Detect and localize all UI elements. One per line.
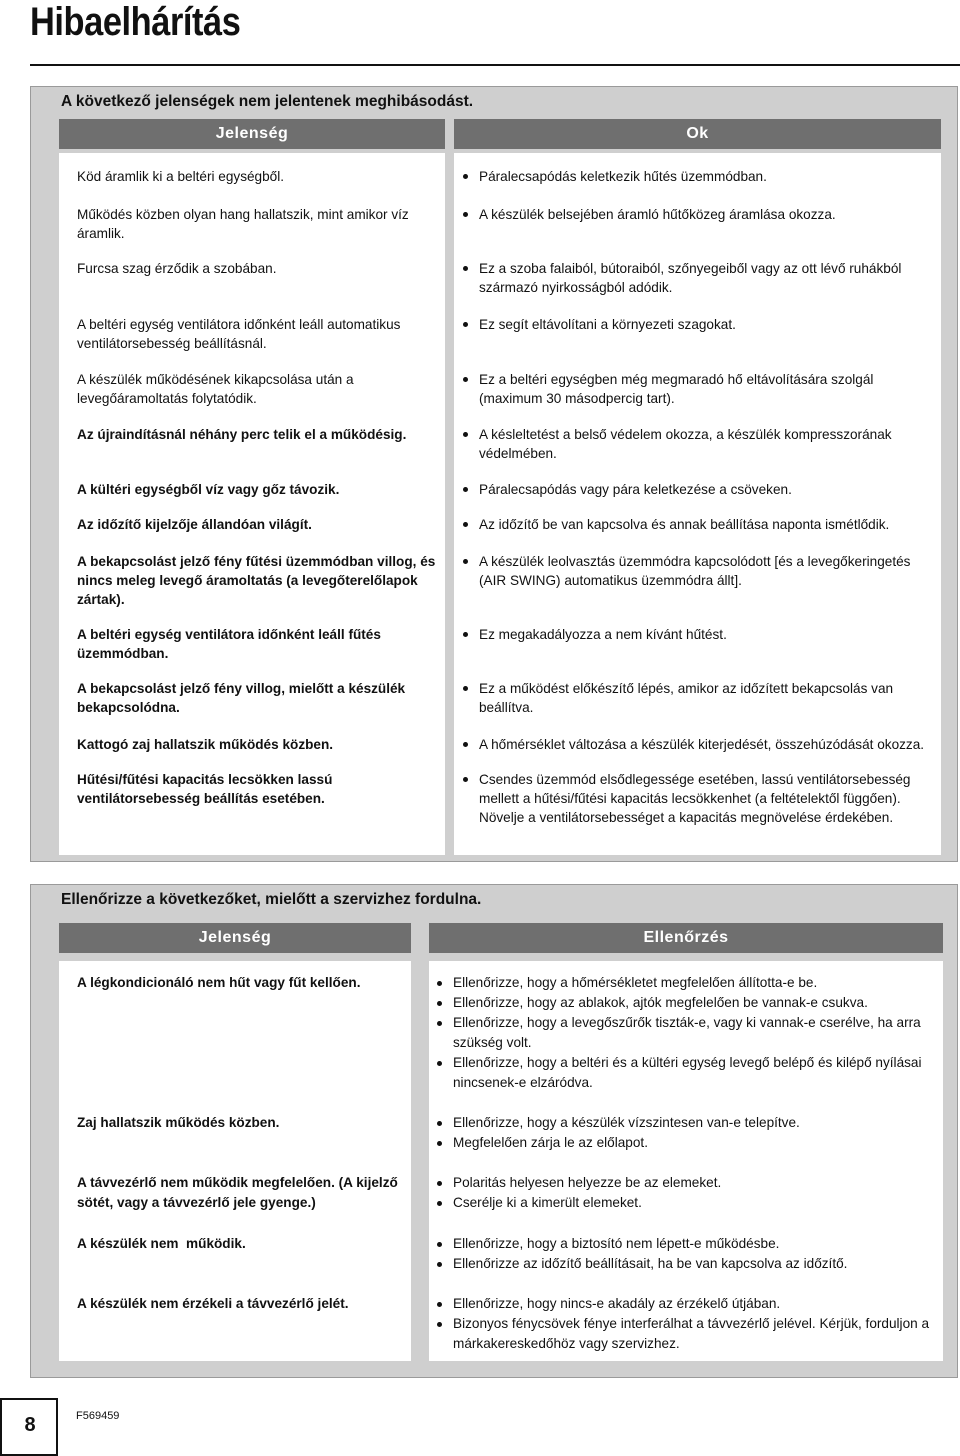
- check-item: Ellenőrizze, hogy a beltéri és a kültéri egység levegő belépő és kilépő nyílásai nincsenek-e elzáródva.: [433, 1053, 933, 1093]
- page-title: Hibaelhárítás: [30, 0, 241, 44]
- cause-text: A hőmérséklet változása a készülék kiterjedését, összehúzódását okozza.: [461, 735, 931, 754]
- check-item: Ellenőrizze, hogy nincs-e akadály az érzékelő útjában.: [433, 1294, 933, 1314]
- check-list: [433, 1294, 933, 1354]
- symptom-text: A készülék nem érzékeli a távvezérlő jelét.: [77, 1296, 349, 1311]
- section-not-malfunctions: [30, 86, 958, 862]
- cause-text: Ez a szoba falaiból, bútoraiból, szőnyegeiből vagy az ott lévő ruhákból származó nyirkosságból adódik.: [461, 259, 931, 297]
- symptom-text: A készülék működésének kikapcsolása után a levegőáramoltatás folytatódik.: [77, 372, 354, 406]
- title-rule: [30, 64, 960, 66]
- check-list: [433, 1234, 933, 1274]
- check-item: Ellenőrizze, hogy a készülék vízszintesen van-e telepítve.: [433, 1113, 933, 1133]
- cause-text: Páralecsapódás keletkezik hűtés üzemmódban.: [461, 167, 931, 186]
- cause-text: Ez megakadályozza a nem kívánt hűtést.: [461, 625, 931, 644]
- page-number-box: [0, 1398, 58, 1456]
- section-heading: A következő jelenségek nem jelentenek meghibásodást.: [61, 93, 474, 110]
- symptom-text: Az újraindításnál néhány perc telik el a működésig.: [77, 427, 407, 442]
- check-item: Polaritás helyesen helyezze be az elemeket.: [433, 1173, 933, 1193]
- cause-text: Az időzítő be van kapcsolva és annak beállítása naponta ismétlődik.: [461, 515, 931, 534]
- document-code: F569459: [76, 1410, 120, 1422]
- cause-text: Ez a működést előkészítő lépés, amikor az időzített bekapcsolás van beállítva.: [461, 679, 931, 717]
- symptom-text: Köd áramlik ki a beltéri egységből.: [77, 169, 285, 184]
- check-item: Bizonyos fénycsövek fénye interferálhat a távvezérlő jelével. Kérjük, forduljon a márkakereskedőhöz vagy szervizhez.: [433, 1314, 933, 1354]
- cause-text: Ez segít eltávolítani a környezeti szagokat.: [461, 315, 931, 334]
- check-item: Cserélje ki a kimerült elemeket.: [433, 1193, 933, 1213]
- symptom-text: Furcsa szag érződik a szobában.: [77, 261, 277, 276]
- section-heading: Ellenőrizze a következőket, mielőtt a szervizhez fordulna.: [61, 891, 482, 908]
- symptom-text: Működés közben olyan hang hallatszik, mint amikor víz áramlik.: [77, 207, 409, 241]
- symptom-text: Zaj hallatszik működés közben.: [77, 1115, 280, 1130]
- section-before-service: [30, 884, 958, 1378]
- check-item: Ellenőrizze az időzítő beállításait, ha be van kapcsolva az időzítő.: [433, 1254, 933, 1274]
- check-item: Ellenőrizze, hogy az ablakok, ajtók megfelelően be vannak-e csukva.: [433, 993, 933, 1013]
- check-list: [433, 1113, 933, 1153]
- check-item: Megfelelően zárja le az előlapot.: [433, 1133, 933, 1153]
- symptom-text: Az időzítő kijelzője állandóan világít.: [77, 517, 312, 532]
- symptom-text: Kattogó zaj hallatszik működés közben.: [77, 737, 334, 752]
- check-list: [433, 1173, 933, 1213]
- symptom-text: A beltéri egység ventilátora időnként leáll fűtés üzemmódban.: [77, 627, 381, 661]
- column-header-check: Ellenőrzés: [429, 923, 943, 953]
- check-list: [433, 973, 933, 1093]
- symptom-text: A beltéri egység ventilátora időnként leáll automatikus ventilátorsebesség beállításnál.: [77, 317, 401, 351]
- check-item: Ellenőrizze, hogy a biztosító nem lépett-e működésbe.: [433, 1234, 933, 1254]
- cause-text: Csendes üzemmód elsődlegessége esetében, lassú ventilátorsebesség mellett a hűtési/fűtési kapacitás lecsökkenhet (a feltételektől függően). Növelje a ventilátorsebességet a kapacitás megnövelése érdekében.: [461, 770, 931, 827]
- column-header-cause: Ok: [454, 119, 941, 149]
- check-item: Ellenőrizze, hogy a levegőszűrők tiszták-e, vagy ki vannak-e cserélve, ha arra szükség volt.: [433, 1013, 933, 1053]
- symptom-text: A készülék nem működik.: [77, 1236, 246, 1251]
- cause-text: A késleltetést a belső védelem okozza, a készülék kompresszorának védelmében.: [461, 425, 931, 463]
- symptom-text: A bekapcsolást jelző fény fűtési üzemmódban villog, és nincs meleg levegő áramoltatás (a levegőterelőlapok zártak).: [77, 554, 436, 607]
- symptom-text: A bekapcsolást jelző fény villog, mielőtt a készülék bekapcsolódna.: [77, 681, 406, 715]
- column-header-symptom: Jelenség: [59, 923, 411, 953]
- symptom-text: A légkondicionáló nem hűt vagy fűt kellően.: [77, 975, 361, 990]
- cause-text: Páralecsapódás vagy pára keletkezése a csöveken.: [461, 480, 931, 499]
- cause-text: Ez a beltéri egységben még megmaradó hő eltávolítására szolgál (maximum 30 másodpercig tart).: [461, 370, 931, 408]
- cause-text: A készülék leolvasztás üzemmódra kapcsolódott [és a levegőkeringetés (AIR SWING) automatikus üzemmódra állt].: [461, 552, 931, 590]
- page-number: 8: [24, 1414, 36, 1436]
- symptom-text: A távvezérlő nem működik megfelelően. (A kijelző sötét, vagy a távvezérlő jele gyenge.): [77, 1175, 398, 1210]
- check-item: Ellenőrizze, hogy a hőmérsékletet megfelelően állította-e be.: [433, 973, 933, 993]
- symptom-text: A kültéri egységből víz vagy gőz távozik.: [77, 482, 340, 497]
- column-header-symptom: Jelenség: [59, 119, 445, 149]
- cause-text: A készülék belsejében áramló hűtőközeg áramlása okozza.: [461, 205, 931, 224]
- symptom-text: Hűtési/fűtési kapacitás lecsökken lassú ventilátorsebesség beállítás esetében.: [77, 772, 333, 806]
